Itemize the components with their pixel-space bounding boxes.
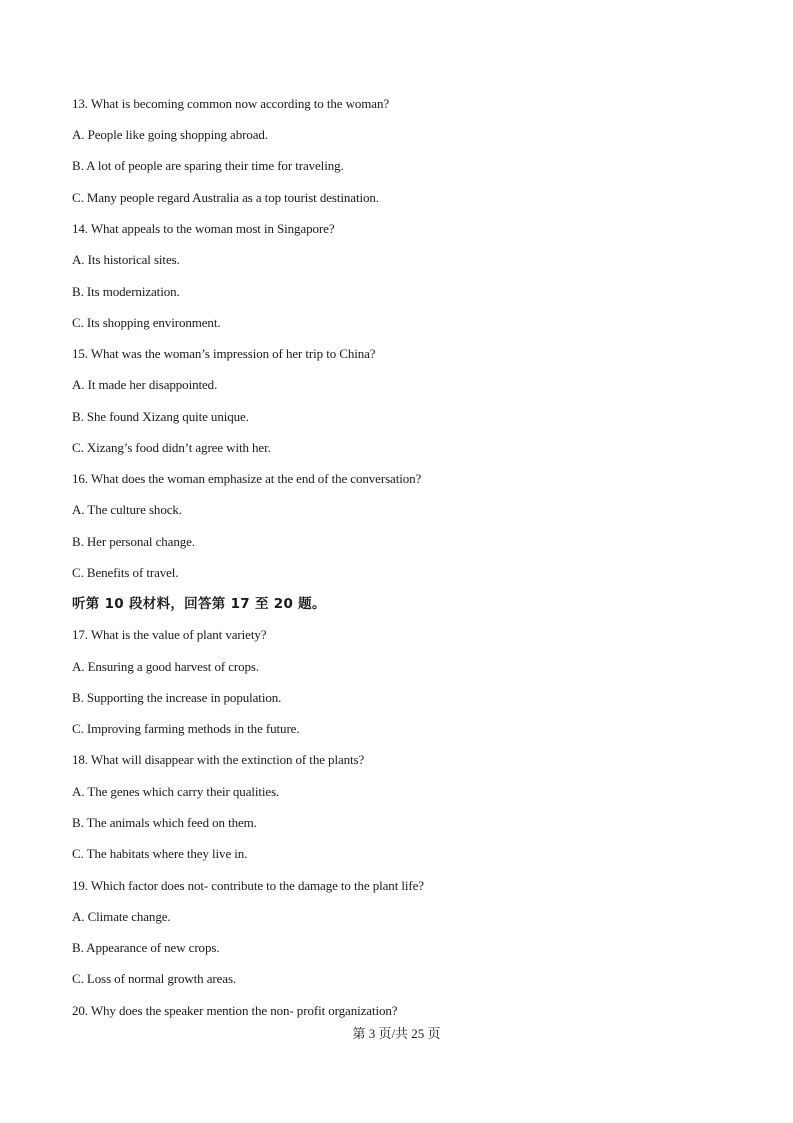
question-16: 16. What does the woman emphasize at the end of the conversation? <box>72 471 422 486</box>
question-13: 13. What is becoming common now according to the woman? <box>72 96 390 111</box>
option-13-c: C. Many people regard Australia as a top tourist destination. <box>72 190 379 205</box>
section-heading: 听第 10 段材料，回答第 17 至 20 题。 <box>72 596 326 612</box>
option-14-c: C. Its shopping environment. <box>72 315 221 330</box>
option-19-b: B. Appearance of new crops. <box>72 940 220 955</box>
option-15-b: B. She found Xizang quite unique. <box>72 409 249 424</box>
option-17-c: C. Improving farming methods in the future. <box>72 721 300 736</box>
question-19: 19. Which factor does not- contribute to the damage to the plant life? <box>72 878 424 893</box>
option-13-b: B. A lot of people are sparing their time for traveling. <box>72 158 344 173</box>
option-19-a: A. Climate change. <box>72 909 171 924</box>
option-15-a: A. It made her disappointed. <box>72 377 218 392</box>
option-14-b: B. Its modernization. <box>72 284 180 299</box>
option-19-c: C. Loss of normal growth areas. <box>72 971 237 986</box>
option-17-a: A. Ensuring a good harvest of crops. <box>72 659 260 674</box>
option-15-c: C. Xizang’s food didn’t agree with her. <box>72 440 271 455</box>
option-16-c: C. Benefits of travel. <box>72 565 179 580</box>
option-18-b: B. The animals which feed on them. <box>72 815 257 830</box>
option-16-a: A. The culture shock. <box>72 502 182 517</box>
question-14: 14. What appeals to the woman most in Singapore? <box>72 221 335 236</box>
option-18-c: C. The habitats where they live in. <box>72 846 248 861</box>
question-18: 18. What will disappear with the extinction of the plants? <box>72 752 365 767</box>
page-footer: 第 3 页/共 25 页 <box>352 1026 441 1041</box>
option-17-b: B. Supporting the increase in population. <box>72 690 282 705</box>
option-13-a: A. People like going shopping abroad. <box>72 127 268 142</box>
question-15: 15. What was the woman’s impression of her trip to China? <box>72 346 376 361</box>
option-18-a: A. The genes which carry their qualities. <box>72 784 280 799</box>
question-17: 17. What is the value of plant variety? <box>72 627 267 642</box>
question-20: 20. Why does the speaker mention the non- profit organization? <box>72 1003 398 1018</box>
option-16-b: B. Her personal change. <box>72 534 195 549</box>
option-14-a: A. Its historical sites. <box>72 252 180 267</box>
